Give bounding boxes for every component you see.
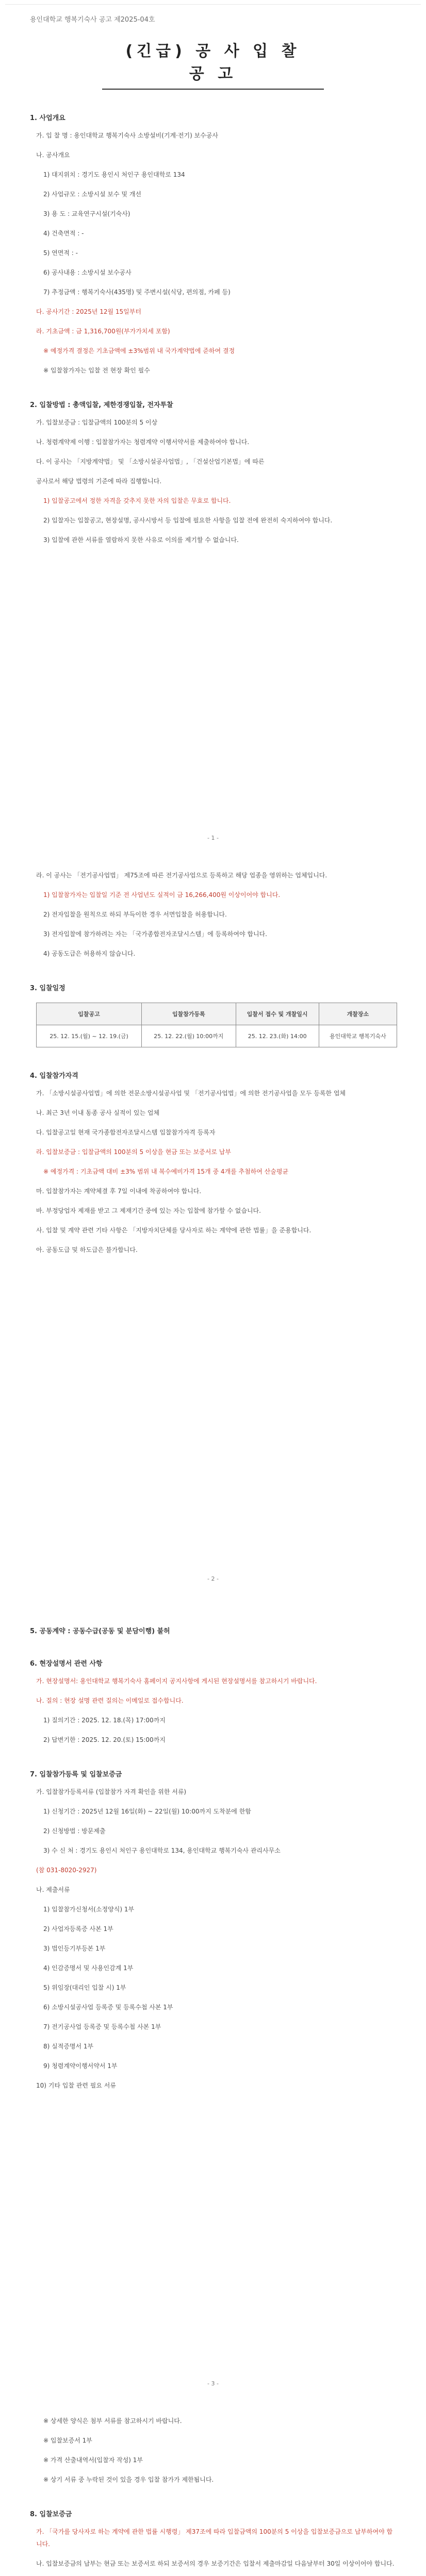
section-line: ※ 입찰보증서 1부 — [43, 2437, 92, 2444]
page-break — [30, 2387, 396, 2408]
section-line: 8) 실적증명서 1부 — [43, 2043, 94, 2050]
section-line: 마. 입찰참가자는 계약체결 후 7일 이내에 착공하여야 합니다. — [36, 1188, 202, 1195]
section-heading: 1. 사업개요 — [30, 114, 65, 122]
section-line: 나. 청렴계약제 이행 : 입찰참가자는 청렴계약 이행서약서를 제출하여야 합니다. — [36, 438, 250, 446]
section-heading: 3. 입찰일정 — [30, 985, 65, 992]
section-line: 가. 입찰참가등록서류 (입찰참가 자격 확인을 위한 서류) — [36, 1788, 187, 1795]
section-line: 라. 이 공사는 「전기공사업법」 제75조에 따른 전기공사업으로 등록하고 해당 업종을 영위하는 업체입니다. — [36, 872, 327, 879]
section-line: ※ 상세한 양식은 첨부 서류를 참고하시기 바랍니다. — [43, 2417, 182, 2425]
section-line: 1) 질의기간 : 2025. 12. 18.(목) 17:00까지 — [43, 1717, 166, 1724]
section-line: 2) 사업규모 : 소방시설 보수 및 개선 — [43, 191, 141, 198]
section-line: ※ 가격 산출내역서(입찰자 작성) 1부 — [43, 2456, 143, 2464]
section-line: 1) 신청기간 : 2025년 12월 16일(화) ~ 22일(월) 10:00까지 도착분에 한함 — [43, 1808, 251, 1815]
section-line: 1) 입찰참가신청서(소정양식) 1부 — [43, 1906, 135, 1913]
section-line: 1) 입찰참가자는 입찰일 기준 전 사업년도 실적이 금 16,266,400원 이상이어야 합니다. — [43, 891, 281, 899]
table-header-cell: 개찰장소 — [319, 1003, 397, 1025]
section-line: 9) 청렴계약이행서약서 1부 — [43, 2062, 118, 2070]
table-header-cell: 입찰서 접수 및 개찰일시 — [236, 1003, 319, 1025]
section-heading: 6. 현장설명서 관련 사항 — [30, 1660, 103, 1668]
section-line: 2) 답변기한 : 2025. 12. 20.(토) 15:00까지 — [43, 1736, 166, 1743]
section-line: (참 031-8020-2927) — [36, 1867, 97, 1874]
document-page — [5, 4, 421, 2576]
section-line: 나. 제출서류 — [36, 1886, 70, 1893]
table-header-cell: 입찰참가등록 — [142, 1003, 236, 1025]
section-line: 2) 입찰자는 입찰공고, 현장설명, 공사시방서 등 입찰에 필요한 사항을 입찰 전에 완전히 숙지하여야 합니다. — [43, 517, 333, 524]
section-line: 3) 용 도 : 교육연구시설(기숙사) — [43, 210, 130, 217]
page-spacer — [30, 1256, 396, 1575]
section-line: 7) 전기공사업 등록증 및 등록수첩 사본 1부 — [43, 2023, 161, 2030]
document-page-section — [30, 2415, 396, 2576]
section-line: 다. 입찰공고일 현재 국가종합전자조달시스템 입찰참가자격 등록자 — [36, 1129, 216, 1136]
title-underline — [102, 89, 324, 90]
table-cell: 25. 12. 23.(화) 14:00 — [236, 1025, 319, 1047]
section-line: 사. 입찰 및 계약 관련 기타 사항은 「지방자치단체를 당사자로 하는 계약에 관한 법률」을 준용합니다. — [36, 1227, 312, 1234]
section-line: 3) 입찰에 관한 서류를 열람하지 못한 사유로 이의를 제기할 수 없습니다. — [43, 536, 239, 544]
section-line: 7) 추정금액 : 행복기숙사(435명) 및 주변시설(식당, 편의점, 카페 등) — [43, 289, 231, 296]
notice-reference-number: 용인대학교 행복기숙사 공고 제2025-04호 — [30, 16, 155, 24]
section-line: 6) 공사내용 : 소방시설 보수공사 — [43, 269, 132, 276]
section-line: 가. 입 찰 명 : 용인대학교 행복기숙사 소방설비(기계·전기) 보수공사 — [36, 132, 218, 139]
table-cell: 25. 12. 22.(월) 10:00까지 — [142, 1025, 236, 1047]
document-body — [30, 112, 396, 2576]
section-line: 4) 공동도급은 허용하지 않습니다. — [43, 950, 136, 957]
section-line: 2) 사업자등록증 사본 1부 — [43, 1925, 113, 1933]
document-title: (긴급) 공 사 입 찰 공 고 — [125, 42, 301, 83]
table-header-cell: 입찰공고 — [37, 1003, 142, 1025]
document-page-section — [30, 112, 396, 862]
section-line: 4) 인감증명서 및 사용인감계 1부 — [43, 1964, 134, 1972]
section-heading: 2. 입찰방법 : 총액입찰, 제한경쟁입찰, 전자투찰 — [30, 401, 173, 409]
schedule-table — [36, 1003, 397, 1047]
section-line: 나. 공사개요 — [36, 151, 70, 159]
page-spacer — [30, 2092, 396, 2380]
section-line: 라. 기초금액 : 금 1,316,700원(부가가치세 포함) — [36, 328, 170, 335]
page-number: - 2 - — [207, 1575, 219, 1582]
section-heading: 7. 입찰참가등록 및 입찰보증금 — [30, 1771, 122, 1778]
table-row — [37, 1025, 397, 1047]
section-line: 4) 건축면적 : - — [43, 230, 84, 237]
section-line: 가. 현장설명서: 용인대학교 행복기숙사 홈페이지 공지사항에 게시된 현장설명서를 참고하시기 바랍니다. — [36, 1677, 317, 1685]
section-line: 1) 입찰공고에서 정한 자격을 갖추지 못한 자의 입찰은 무효로 합니다. — [43, 497, 231, 504]
section-line: 3) 법인등기부등본 1부 — [43, 1945, 106, 1952]
page-number: - 3 - — [207, 2380, 219, 2387]
section-line: 5) 위임장(대리인 입찰 시) 1부 — [43, 1984, 126, 1991]
section-line: 3) 전자입찰에 참가하려는 자는 「국가종합전자조달시스템」에 등록하여야 합니다. — [43, 930, 267, 938]
section-line: ※ 예정가격 : 기초금액 대비 ±3% 범위 내 복수예비가격 15개 중 4개를 추첨하여 산술평균 — [43, 1168, 289, 1175]
section-line: 바. 부정당업자 제재를 받고 그 제재기간 중에 있는 자는 입찰에 참가할 수 없습니다. — [36, 1207, 261, 1214]
section-line: 공사로서 해당 법령의 기준에 따라 집행합니다. — [36, 478, 162, 485]
section-line: 다. 공사기간 : 2025년 12월 15일부터 — [36, 308, 141, 315]
section-line: 2) 신청방법 : 방문제출 — [43, 1827, 106, 1835]
document-page-section — [30, 869, 396, 1603]
page-break — [30, 841, 396, 862]
section-line: 3) 수 신 처 : 경기도 용인시 처인구 용인대학로 134, 용인대학교 행복기숙사 관리사무소 — [43, 1847, 281, 1854]
section-line: 2) 전자입찰을 원칙으로 하되 부득이한 경우 서면입찰을 허용합니다. — [43, 911, 227, 918]
table-cell: 25. 12. 15.(월) ~ 12. 19.(금) — [37, 1025, 142, 1047]
section-line: 10) 기타 입찰 관련 필요 서류 — [36, 2082, 116, 2089]
page-break — [30, 1582, 396, 1603]
table-cell: 용인대학교 행복기숙사 — [319, 1025, 397, 1047]
section-line: ※ 예정가격 결정은 기초금액에 ±3%범위 내 국가계약법에 준하여 결정 — [43, 347, 235, 354]
section-line: ※ 입찰참가자는 입찰 전 현장 확인 필수 — [43, 367, 150, 374]
document-page-section — [30, 1625, 396, 2408]
section-line: 다. 이 공사는 「지방계약법」 및 「소방시설공사업법」, 「건설산업기본법」에 따른 — [36, 458, 265, 465]
section-line: 아. 공동도급 및 하도급은 불가합니다. — [36, 1246, 138, 1253]
section-line: 1) 대지위치 : 경기도 용인시 처인구 용인대학로 134 — [43, 171, 185, 178]
section-heading: 4. 입찰참가자격 — [30, 1072, 78, 1080]
section-line: 나. 입찰보증금의 납부는 현금 또는 보증서로 하되 보증서의 경우 보증기간은 입찰서 제출마감일 다음날부터 30일 이상이어야 합니다. — [36, 2560, 395, 2567]
page-number: - 1 - — [207, 835, 219, 841]
section-line: 가. 「국가를 당사자로 하는 계약에 관한 법률 시행령」 제37조에 따라 입찰금액의 100분의 5 이상을 입찰보증금으로 납부하여야 합니다. — [36, 2528, 393, 2548]
page-spacer — [30, 546, 396, 835]
section-line: 6) 소방시설공사업 등록증 및 등록수첩 사본 1부 — [43, 2004, 173, 2011]
section-heading: 5. 공동계약 : 공동수급(공동 및 분담이행) 불허 — [30, 1628, 170, 1635]
section-heading: 8. 입찰보증금 — [30, 2511, 72, 2518]
section-line: 라. 입찰보증금 : 입찰금액의 100분의 5 이상을 현금 또는 보증서로 납부 — [36, 1148, 231, 1156]
section-line: 나. 최근 3년 이내 동종 공사 실적이 있는 업체 — [36, 1109, 160, 1116]
section-line: 5) 연면적 : - — [43, 249, 78, 257]
section-line: 가. 「소방시설공사업법」에 의한 전문소방시설공사업 및 「전기공사업법」에 의한 전기공사업을 모두 등록한 업체 — [36, 1090, 346, 1097]
section-line: 가. 입찰보증금 : 입찰금액의 100분의 5 이상 — [36, 419, 158, 426]
section-line: 나. 질의 : 현장 설명 관련 질의는 이메일로 접수합니다. — [36, 1697, 184, 1704]
section-line: ※ 상기 서류 중 누락된 것이 있을 경우 입찰 참가가 제한됩니다. — [43, 2476, 214, 2483]
